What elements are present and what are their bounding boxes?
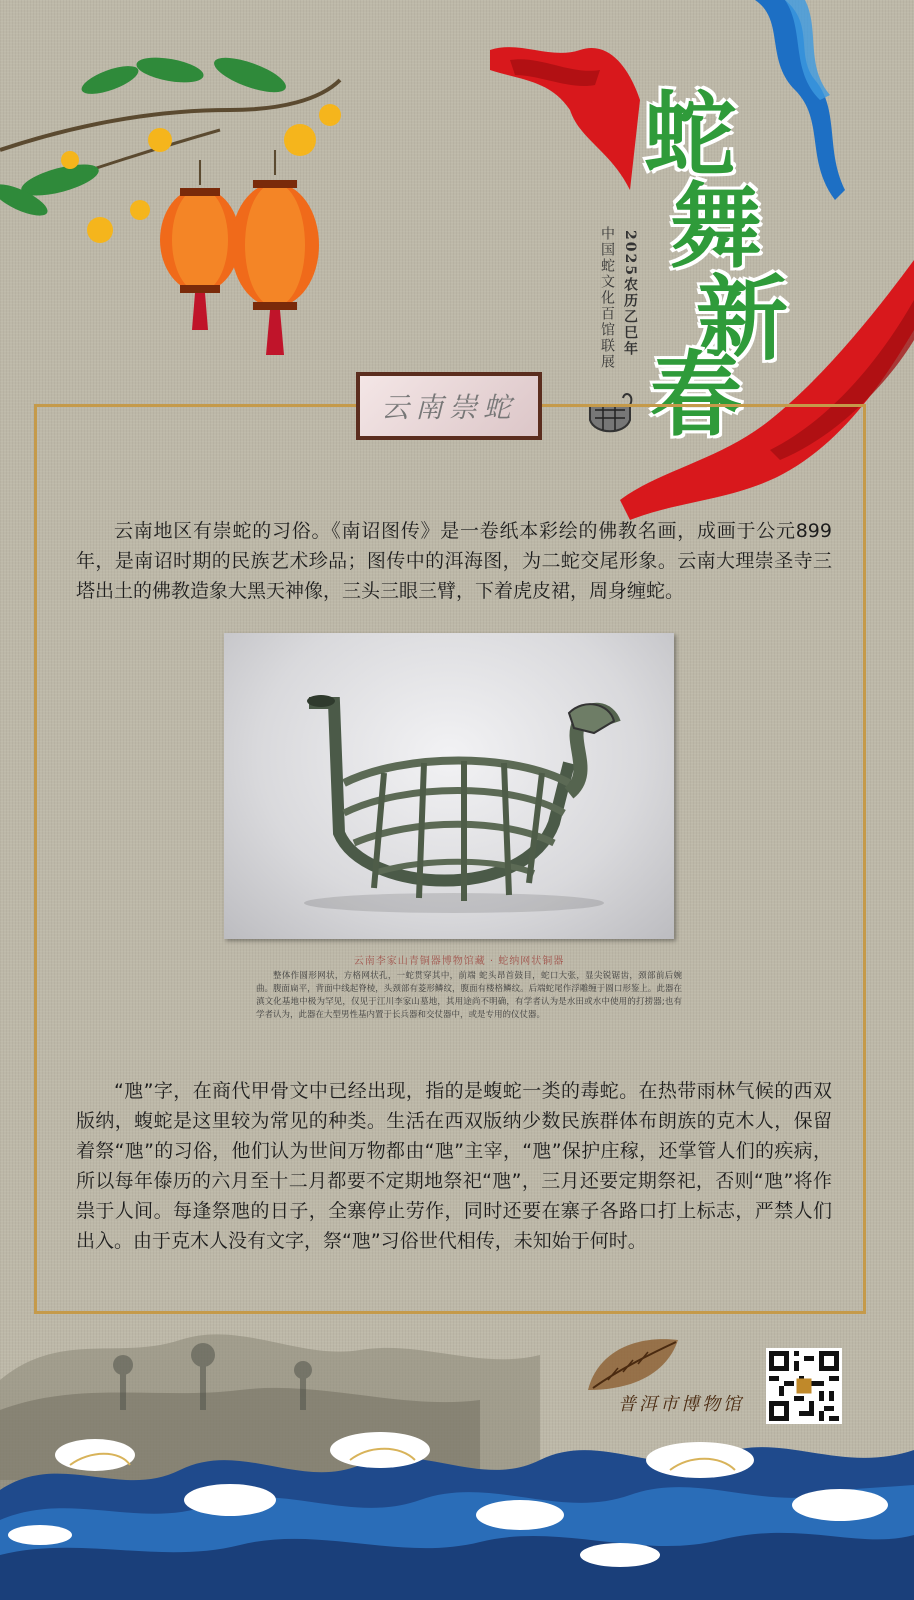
- artifact-photo: [224, 633, 674, 939]
- section-title-plaque: [356, 372, 542, 440]
- subtitle-year: 2025农历乙巳年: [622, 230, 638, 357]
- hui-custom-paragraph: “虺”字，在商代甲骨文中已经出现，指的是蝮蛇一类的毒蛇。在热带雨林气候的西双版纳，蝮蛇是这里较为常见的种类。生活在西双版纳少数民族群体布朗族的克木人，保留着祭“虺”的习俗，他们认为世间万物都由“虺”主宰，“虺”保护庄稼，还掌管人们的疾病，所以每年傣历的六月至十二月都要不定期地祭祀“虺”，三月还要定期祭祀，否则“虺”将作祟于人间。每逢祭虺的日子，全寨停止劳作，同时还要在寨子各路口打上标志，严禁人们出入。由于克木人没有文字，祭“虺”习俗世代相传，未知始于何时。: [76, 1080, 832, 1252]
- headline-char-1: 蛇: [644, 82, 737, 189]
- museum-logo: [578, 1330, 758, 1420]
- qr-code[interactable]: [766, 1348, 842, 1424]
- headline-char-3: 新: [696, 266, 789, 373]
- figure-caption-title: 云南李家山青铜器博物馆藏 · 蛇纳网状铜器: [353, 956, 565, 967]
- lantern-icon: [160, 160, 240, 330]
- landscape-waves-decoration: [0, 1300, 914, 1600]
- flower-branch-lanterns-decoration: [0, 40, 380, 370]
- bronze-snake-basket-image: [224, 633, 674, 939]
- headline-block: [640, 82, 900, 450]
- headline-char-2: 舞: [670, 174, 763, 281]
- figure-caption-body: 整体作圆形网状，方格网状孔，一蛇贯穿其中，前端 蛇头昂首鼓目，蛇口大张，显尖锐锯齿，颈部前后婉 曲。腹面扁平，背面中线起脊棱，头颈部有菱形鳞纹，腹面有楼格鳞纹。后端蛇尾作浮雕缠于圆口形鉴上。此器在滇文化基地中极为罕见，仅见于江川李家山墓地，其用途尚不明确，有学者认为是水田或水中使用的打捞器;也有学者认为，此器在大型男性基内置于长兵器和交仗器中，或是专用的仪仗器。: [256, 971, 682, 1020]
- headline-char-4: 春: [650, 342, 743, 449]
- section-title: 云南崇蛇: [360, 376, 538, 436]
- subtitle-exhibition: 中国蛇文化百馆联展: [599, 226, 615, 370]
- intro-paragraph: 云南地区有崇蛇的习俗。《南诏图传》是一卷纸本彩绘的佛教名画，成画于公元899年，是南诏时期的民族艺术珍品；图传中的洱海图，为二蛇交尾形象。云南大理崇圣寺三塔出土的佛教造象大黑天神像，三头三眼三臂，下着虎皮裙，周身缠蛇。: [76, 520, 832, 602]
- red-ribbon-top-decoration: [490, 40, 640, 200]
- museum-name: 普洱市博物馆: [618, 1394, 744, 1415]
